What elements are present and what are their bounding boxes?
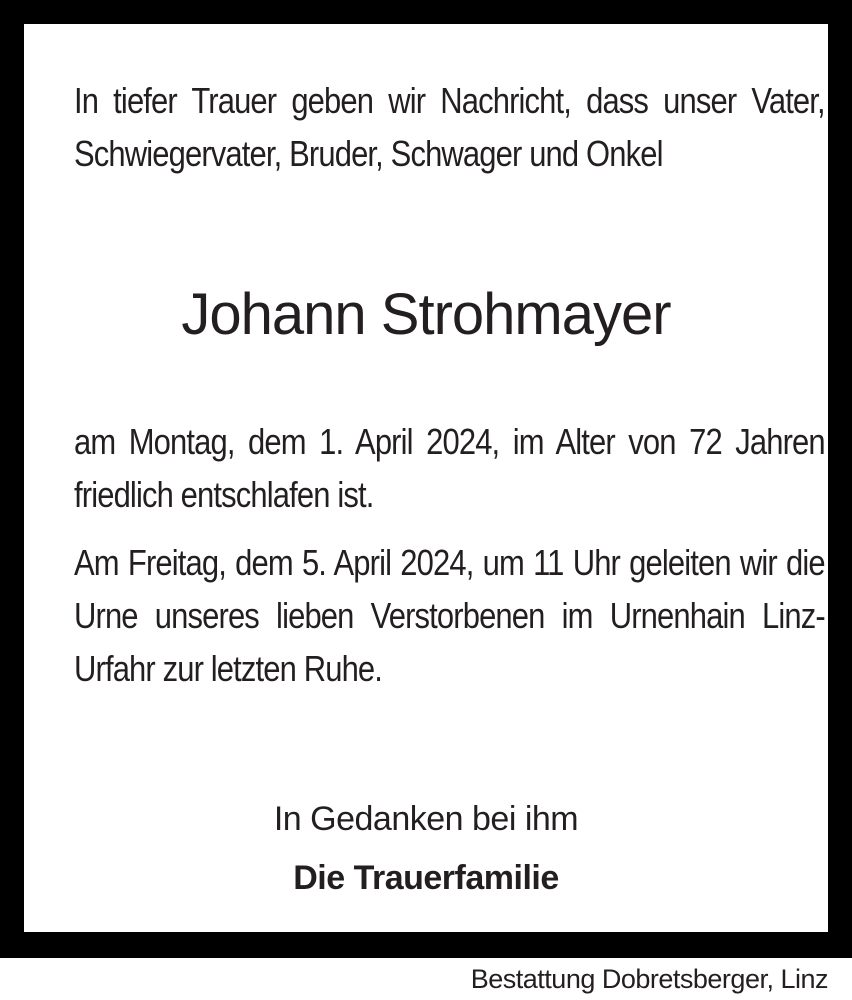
obituary-notice <box>24 24 828 932</box>
death-paragraph: am Montag, dem 1. April 2024, im Alter von 72 Jahren friedlich entschlafen ist. <box>74 421 825 515</box>
funeral-paragraph: Am Freitag, dem 5. April 2024, um 11 Uhr geleiten wir die Urne unseres lieben Verstorbenen im Urnenhain Linz-Urfahr zur letzten Ruhe. <box>74 542 825 689</box>
closing-family-signature: Die Trauerfamilie <box>293 859 559 897</box>
deceased-name: Johann Strohmayer <box>181 282 671 347</box>
undertaker-credit: Bestattung Dobretsberger, Linz <box>470 964 828 994</box>
intro-paragraph: In tiefer Trauer geben wir Nachricht, dass unser Vater, Schwiegervater, Bruder, Schwager und Onkel <box>74 80 825 174</box>
closing-thoughts: In Gedanken bei ihm <box>273 800 579 838</box>
